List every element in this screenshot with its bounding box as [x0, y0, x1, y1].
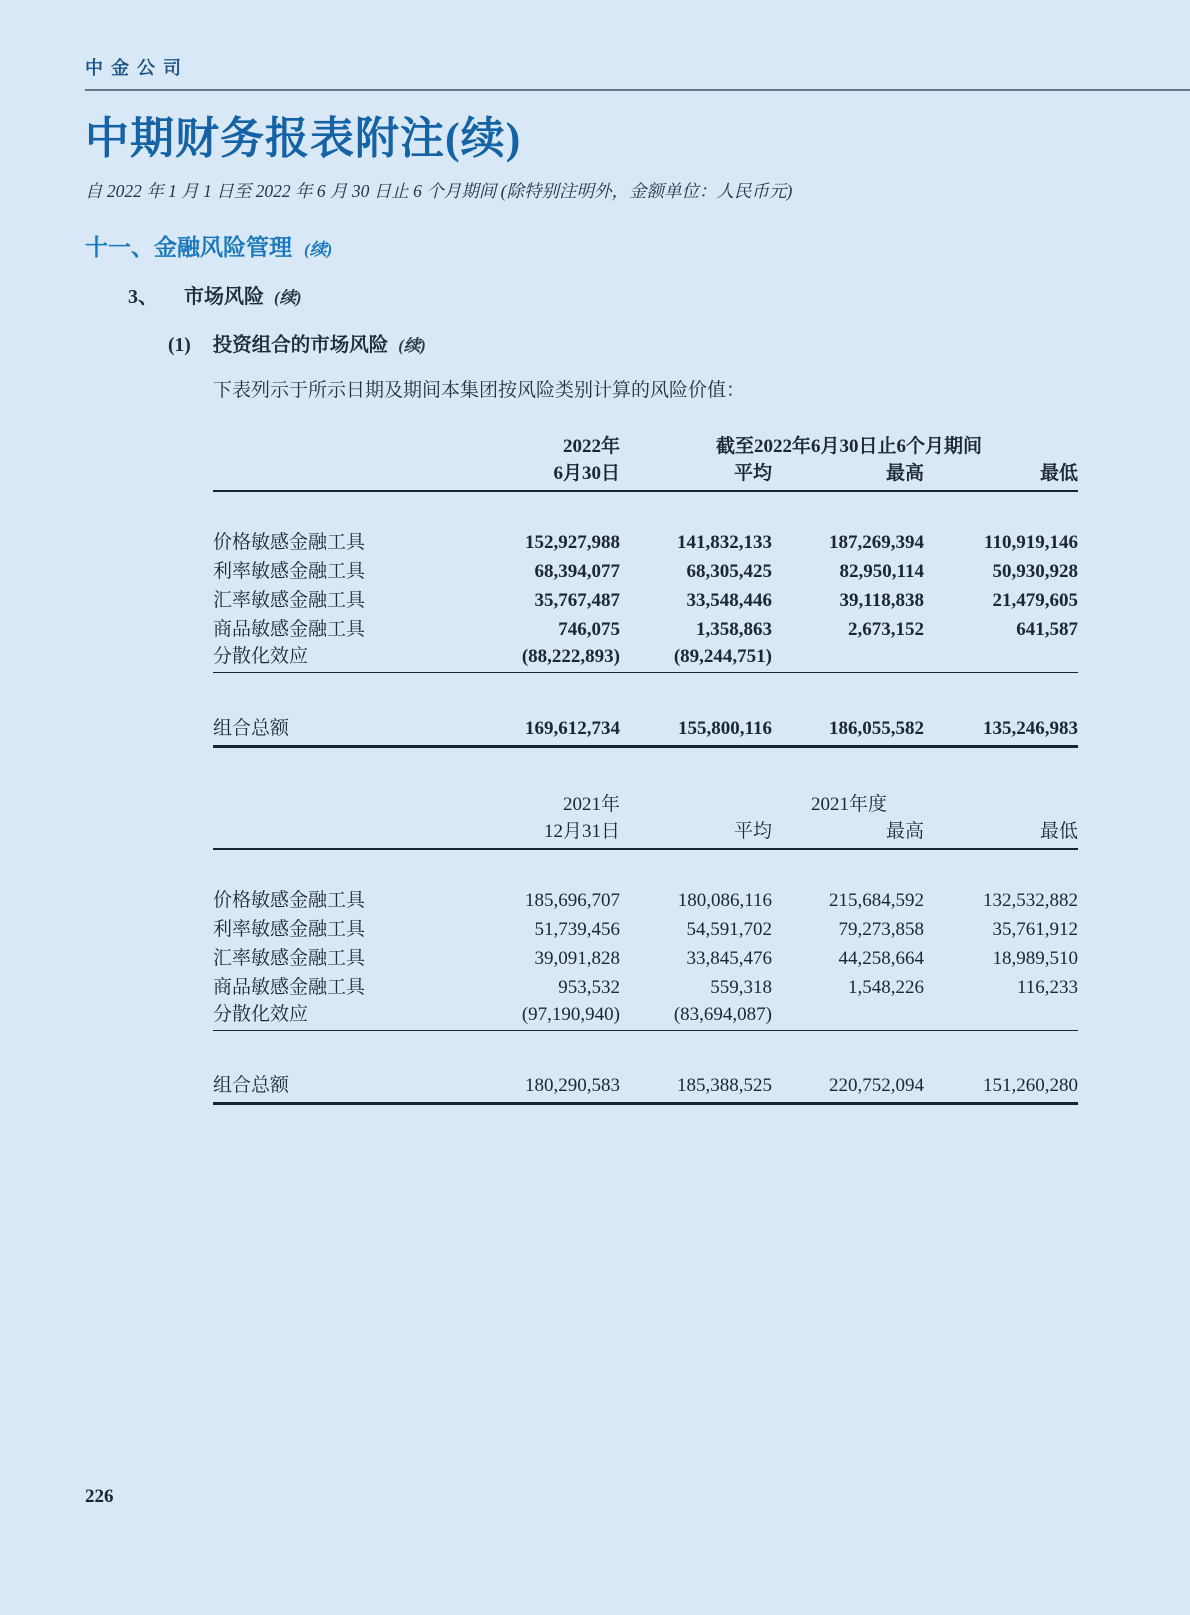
cell-value: 116,233: [1016, 976, 1079, 998]
table-row-portfolio-total: [213, 1070, 1078, 1104]
cell-value: 33,548,446: [686, 590, 772, 611]
row-label: 利率敏感金融工具: [213, 561, 366, 582]
row-label: 分散化效应: [213, 999, 463, 1031]
cell-value: 1,548,226: [848, 976, 924, 998]
cell-value: 2,673,152: [848, 619, 924, 640]
cell-value: 35,767,487: [534, 590, 620, 611]
continuation-suffix: (续): [274, 288, 302, 307]
cell-value: 141,832,133: [677, 532, 772, 553]
cell-value: 187,269,394: [829, 532, 924, 553]
cell-value: 185,388,525: [620, 1070, 772, 1104]
var-table-2021: [213, 784, 1078, 1106]
table-row-diversification: [213, 641, 1078, 673]
row-label: 商品敏感金融工具: [213, 976, 366, 998]
subsection-portfolio-market-risk: [168, 329, 1190, 357]
subsection-market-risk: [128, 280, 1190, 309]
cell-value: 33,845,476: [686, 947, 772, 969]
cell-value: 152,927,988: [525, 532, 620, 553]
cell-value: 50,930,928: [992, 561, 1078, 582]
cell-value: 35,761,912: [992, 918, 1079, 940]
row-label: 分散化效应: [213, 641, 463, 673]
column-header-date: 2022年: [562, 436, 620, 457]
table-row-commodity-sensitive: [213, 970, 1078, 999]
row-label: 商品敏感金融工具: [213, 619, 366, 640]
cell-value: 39,091,828: [534, 947, 620, 969]
table-intro-text: 下表列示于所示日期及期间本集团按风险类别计算的风险价值：: [213, 380, 746, 401]
table-row-commodity-sensitive: [213, 612, 1078, 641]
cell-value: 68,305,425: [686, 561, 772, 582]
cell-value: (89,244,751): [620, 641, 772, 673]
spacer-row: [213, 1030, 1078, 1070]
cell-value: (83,694,087): [620, 999, 772, 1031]
cell-value: 155,800,116: [620, 713, 772, 747]
subsection-label: 投资组合的市场风险: [212, 335, 389, 356]
cell-value: 18,989,510: [992, 947, 1079, 969]
table-header-stats-row: [213, 816, 1078, 849]
cell-value: 953,532: [558, 976, 620, 998]
header-rule: [85, 89, 1190, 91]
table-row-interest-rate-sensitive: [213, 554, 1078, 583]
subsection-label: 市场风险: [184, 286, 264, 308]
cell-value: (97,190,940): [463, 999, 620, 1031]
period-subtitle: 自 2022 年 1 月 1 日至 2022 年 6 月 30 日止 6 个月期间 (除特别注明外，金额单位：人民币元): [85, 181, 793, 201]
spacer-row: [213, 673, 1078, 713]
cell-value: 54,591,702: [686, 918, 772, 940]
cell-value: 135,246,983: [924, 713, 1078, 747]
cell-value: [924, 641, 1078, 673]
page-title: 中期财务报表附注(续): [85, 114, 522, 163]
section-heading-label: 十一、金融风险管理: [85, 235, 292, 260]
cell-value: 185,696,707: [525, 889, 620, 911]
column-header-lowest: 最低: [924, 458, 1078, 491]
table-row-interest-rate-sensitive: [213, 912, 1078, 941]
cell-value: 51,739,456: [534, 918, 620, 940]
cell-value: 641,587: [1016, 619, 1078, 640]
table-row-diversification: [213, 999, 1078, 1031]
cell-value: 68,394,077: [534, 561, 620, 582]
cell-value: 180,290,583: [463, 1070, 620, 1104]
cell-value: 110,919,146: [984, 532, 1078, 553]
cell-value: 44,258,664: [838, 947, 924, 969]
subsection-number: 3、: [128, 286, 158, 308]
row-label: 组合总额: [213, 1070, 463, 1104]
column-header-average: 平均: [620, 458, 772, 491]
table-header-period-row: [213, 784, 1078, 816]
row-label: 价格敏感金融工具: [213, 889, 366, 911]
cell-value: [924, 999, 1078, 1031]
column-header-span: 截至2022年6月30日止6个月期间: [715, 436, 982, 457]
cell-value: 21,479,605: [992, 590, 1078, 611]
row-label: 汇率敏感金融工具: [213, 947, 366, 969]
table-header-stats-row: [213, 458, 1078, 491]
row-label: 组合总额: [213, 713, 463, 747]
table-row-portfolio-total: [213, 713, 1078, 747]
cell-value: (88,222,893): [463, 641, 620, 673]
continuation-suffix: (续): [304, 240, 333, 259]
var-table-2022: [213, 426, 1078, 748]
spacer-row: [213, 491, 1078, 525]
cell-value: 180,086,116: [677, 889, 772, 911]
cell-value: 746,075: [558, 619, 620, 640]
cell-value: 39,118,838: [839, 590, 924, 611]
cell-value: 186,055,582: [772, 713, 924, 747]
table-row-price-sensitive: [213, 525, 1078, 554]
column-header-highest: 最高: [772, 458, 924, 491]
table-row-exchange-rate-sensitive: [213, 941, 1078, 970]
cell-value: 559,318: [710, 976, 772, 998]
column-header-span: 2021年度: [811, 793, 888, 815]
row-label: 汇率敏感金融工具: [213, 590, 366, 611]
column-header-date2: 6月30日: [463, 458, 620, 491]
column-header-date: 2021年: [562, 793, 620, 815]
spacer-row: [213, 849, 1078, 883]
cell-value: 79,273,858: [838, 918, 924, 940]
cell-value: 151,260,280: [924, 1070, 1078, 1104]
subsection-number: (1): [168, 335, 191, 356]
row-label: 利率敏感金融工具: [213, 918, 366, 940]
column-header-date2: 12月31日: [463, 816, 620, 849]
row-label: 价格敏感金融工具: [213, 532, 366, 553]
table-row-exchange-rate-sensitive: [213, 583, 1078, 612]
cell-value: 220,752,094: [772, 1070, 924, 1104]
page-number: 226: [85, 1486, 114, 1507]
cell-value: [772, 999, 924, 1031]
cell-value: 215,684,592: [829, 889, 924, 911]
column-header-highest: 最高: [772, 816, 924, 849]
section-heading-financial-risk: [85, 229, 1190, 262]
cell-value: [772, 641, 924, 673]
table-header-period-row: [213, 426, 1078, 458]
cell-value: 169,612,734: [463, 713, 620, 747]
company-name: 中金公司: [85, 58, 189, 78]
cell-value: 132,532,882: [983, 889, 1079, 911]
table-row-price-sensitive: [213, 883, 1078, 912]
column-header-lowest: 最低: [924, 816, 1078, 849]
cell-value: 82,950,114: [839, 561, 924, 582]
continuation-suffix: (续): [398, 336, 426, 355]
column-header-average: 平均: [620, 816, 772, 849]
cell-value: 1,358,863: [696, 619, 772, 640]
